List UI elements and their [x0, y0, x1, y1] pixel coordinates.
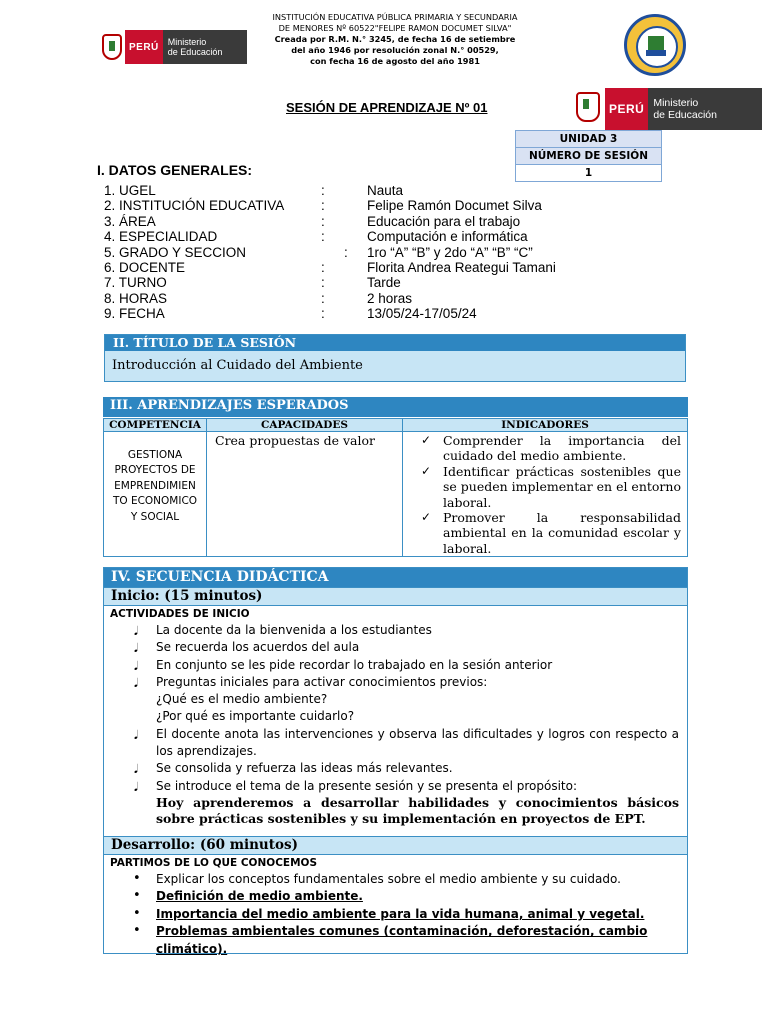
datos-label: 1. UGEL [104, 183, 156, 198]
secuencia-heading: IV. SECUENCIA DIDÁCTICA [104, 568, 687, 587]
music-note-icon: 𝅘𝅥 [134, 779, 138, 794]
checkmark-icon: ✓ [421, 510, 432, 525]
aprendizajes-heading: III. APRENDIZAJES ESPERADOS [103, 397, 688, 417]
indicadores-cell [403, 432, 688, 557]
aprendizajes-table [103, 418, 688, 557]
indicador-item: ✓ Comprender la importancia del cuidado del medio ambiente. [421, 433, 681, 464]
music-note-icon: 𝅘𝅥 [134, 641, 138, 656]
indicador-item: ✓ Identificar prácticas sostenibles que se pueden implementar en el entorno laboral. [421, 463, 681, 510]
inicio-subheading: ACTIVIDADES DE INICIO [110, 608, 250, 620]
inicio-activities [104, 622, 687, 827]
bullet-icon: • [133, 923, 141, 939]
datos-colon: : [344, 244, 348, 260]
datos-label: 7. TURNO [104, 275, 167, 291]
titulo-sesion-heading: II. TÍTULO DE LA SESIÓN [105, 335, 685, 351]
col-capacidades: CAPACIDADES [207, 419, 403, 432]
session-number-label: NÚMERO DE SESIÓN [516, 148, 662, 165]
datos-value: Computación e informática [367, 229, 528, 245]
datos-label: 6. DOCENTE [104, 260, 186, 275]
music-note-icon: 𝅘𝅥 [134, 624, 138, 638]
datos-colon: : [321, 260, 325, 275]
datos-value: Educación para el trabajo [367, 213, 521, 229]
datos-colon: : [321, 306, 325, 322]
datos-label: 8. HORAS [104, 290, 168, 306]
col-indicadores: INDICADORES [403, 419, 688, 432]
ministerio-logo-right [573, 88, 762, 130]
school-header [250, 12, 540, 67]
peru-shield-icon [573, 88, 605, 130]
checkmark-icon: ✓ [421, 433, 432, 447]
unit-label: UNIDAD 3 [516, 131, 662, 148]
desarrollo-list [104, 871, 687, 959]
activity-item: 𝅘𝅥 La docente da la bienvenida a los estudiantes [156, 622, 679, 639]
datos-value: 2 horas [367, 290, 413, 306]
music-note-icon: 𝅘𝅥 [134, 675, 138, 690]
page-title: SESIÓN DE APRENDIZAJE Nº 01 [286, 100, 488, 115]
bullet-icon: • [133, 905, 141, 921]
peru-shield-icon [99, 30, 125, 64]
ministerio-label: Ministerio de Educación [163, 30, 247, 64]
question-item: ¿Qué es el medio ambiente? [156, 692, 328, 707]
inicio-heading: Inicio: (15 minutos) [104, 587, 687, 606]
indicador-item: ✓ Promover la responsabilidad ambiental en la comunidad escolar y laboral. [421, 510, 681, 556]
datos-label: 3. ÁREA [104, 213, 156, 229]
datos-value: 13/05/24-17/05/24 [367, 306, 477, 322]
capacidad-text: Crea propuestas de valor [215, 433, 375, 448]
competencia-line: GESTIONA [127, 449, 183, 461]
header-line-2: DE MENORES Nº 60522"FELIPE RAMON DOCUMET SILVA" [278, 23, 512, 33]
secuencia-box [103, 567, 688, 954]
header-line-1: INSTITUCIÓN EDUCATIVA PÚBLICA PRIMARIA Y SECUNDARIA [272, 12, 518, 22]
titulo-sesion-box [104, 334, 686, 382]
col-competencia: COMPETENCIA [104, 419, 207, 432]
bullet-icon: • [133, 870, 141, 886]
activity-item: 𝅘𝅥 En conjunto se les pide recordar lo trabajado en la sesión anterior [156, 657, 679, 674]
desarrollo-subheading: PARTIMOS DE LO QUE CONOCEMOS [110, 856, 318, 869]
music-note-icon: 𝅘𝅥 [134, 762, 138, 777]
competencia-line: Y SOCIAL [130, 510, 180, 523]
datos-value: 1ro “A” “B” y 2do “A” “B” “C” [367, 244, 533, 260]
competencia-cell [104, 432, 207, 557]
ministerio-logo-left [99, 30, 247, 64]
proposito-text: Hoy aprenderemos a desarrollar habilidades y conocimientos básicos sobre prácticas sostenibles y su implementación en proyectos de EPT. [156, 794, 679, 826]
desarrollo-item: • Problemas ambientales comunes (contaminación, deforestación, cambio climático). [133, 923, 648, 956]
header-line-4: del año 1946 por resolución zonal N.° 00529, [291, 45, 499, 55]
unit-box [515, 130, 662, 182]
datos-colon: : [321, 275, 325, 291]
datos-generales-heading: I. DATOS GENERALES: [97, 162, 253, 178]
activity-item: 𝅘𝅥 Se introduce el tema de la presente sesión y se presenta el propósito: [156, 778, 679, 795]
datos-colon: : [321, 198, 325, 214]
competencia-line: EMPRENDIMIEN [114, 479, 196, 492]
datos-colon: : [321, 229, 325, 245]
datos-label: 9. FECHA [104, 306, 165, 322]
checkmark-icon: ✓ [421, 463, 432, 478]
datos-value: Florita Andrea Reategui Tamani [367, 260, 556, 275]
datos-colon: : [321, 183, 325, 198]
capacidad-cell [207, 432, 403, 557]
desarrollo-heading: Desarrollo: (60 minutos) [104, 836, 687, 855]
music-note-icon: 𝅘𝅥 [134, 658, 138, 673]
music-note-icon: 𝅘𝅥 [134, 727, 138, 742]
bullet-icon: • [133, 888, 141, 904]
header-line-3: Creada por R.M. N.° 3245, de fecha 16 de setiembre [274, 34, 516, 44]
competencia-line: PROYECTOS DE [114, 464, 196, 477]
activity-item: 𝅘𝅥 Se recuerda los acuerdos del aula [156, 639, 679, 656]
datos-label: 5. GRADO Y SECCION [104, 244, 247, 260]
competencia-line: TO ECONOMICO [112, 495, 198, 508]
titulo-sesion-text: Introducción al Cuidado del Ambiente [105, 351, 685, 381]
activity-item: 𝅘𝅥 Se consolida y refuerza las ideas más relevantes. [156, 760, 679, 777]
datos-value: Felipe Ramón Documet Silva [367, 198, 542, 214]
ministerio-label: Ministerio de Educación [648, 88, 762, 130]
datos-colon: : [321, 213, 325, 229]
activity-item: 𝅘𝅥 Preguntas iniciales para activar conocimientos previos: [156, 674, 679, 691]
header-line-5: con fecha 16 de agosto del año 1981 [310, 56, 480, 66]
session-number: 1 [516, 165, 662, 182]
datos-label: 2. INSTITUCIÓN EDUCATIVA [104, 198, 285, 214]
question-item: ¿Por qué es importante cuidarlo? [156, 709, 355, 724]
peru-label: PERÚ [125, 30, 163, 64]
peru-label: PERÚ [605, 88, 648, 130]
datos-value: Tarde [367, 275, 401, 291]
datos-label: 4. ESPECIALIDAD [104, 229, 218, 245]
datos-colon: : [321, 290, 325, 306]
school-seal-icon [624, 14, 686, 76]
datos-value: Nauta [367, 183, 404, 198]
desarrollo-item: • Definición de medio ambiente. [133, 888, 363, 904]
desarrollo-item: • Explicar los conceptos fundamentales sobre el medio ambiente y su cuidado. [133, 870, 621, 886]
activity-item: 𝅘𝅥 El docente anota las intervenciones y observa las dificultades y logros con respecto a los aprendizajes. [134, 726, 679, 759]
desarrollo-item: • Importancia del medio ambiente para la vida humana, animal y vegetal. [133, 905, 645, 921]
